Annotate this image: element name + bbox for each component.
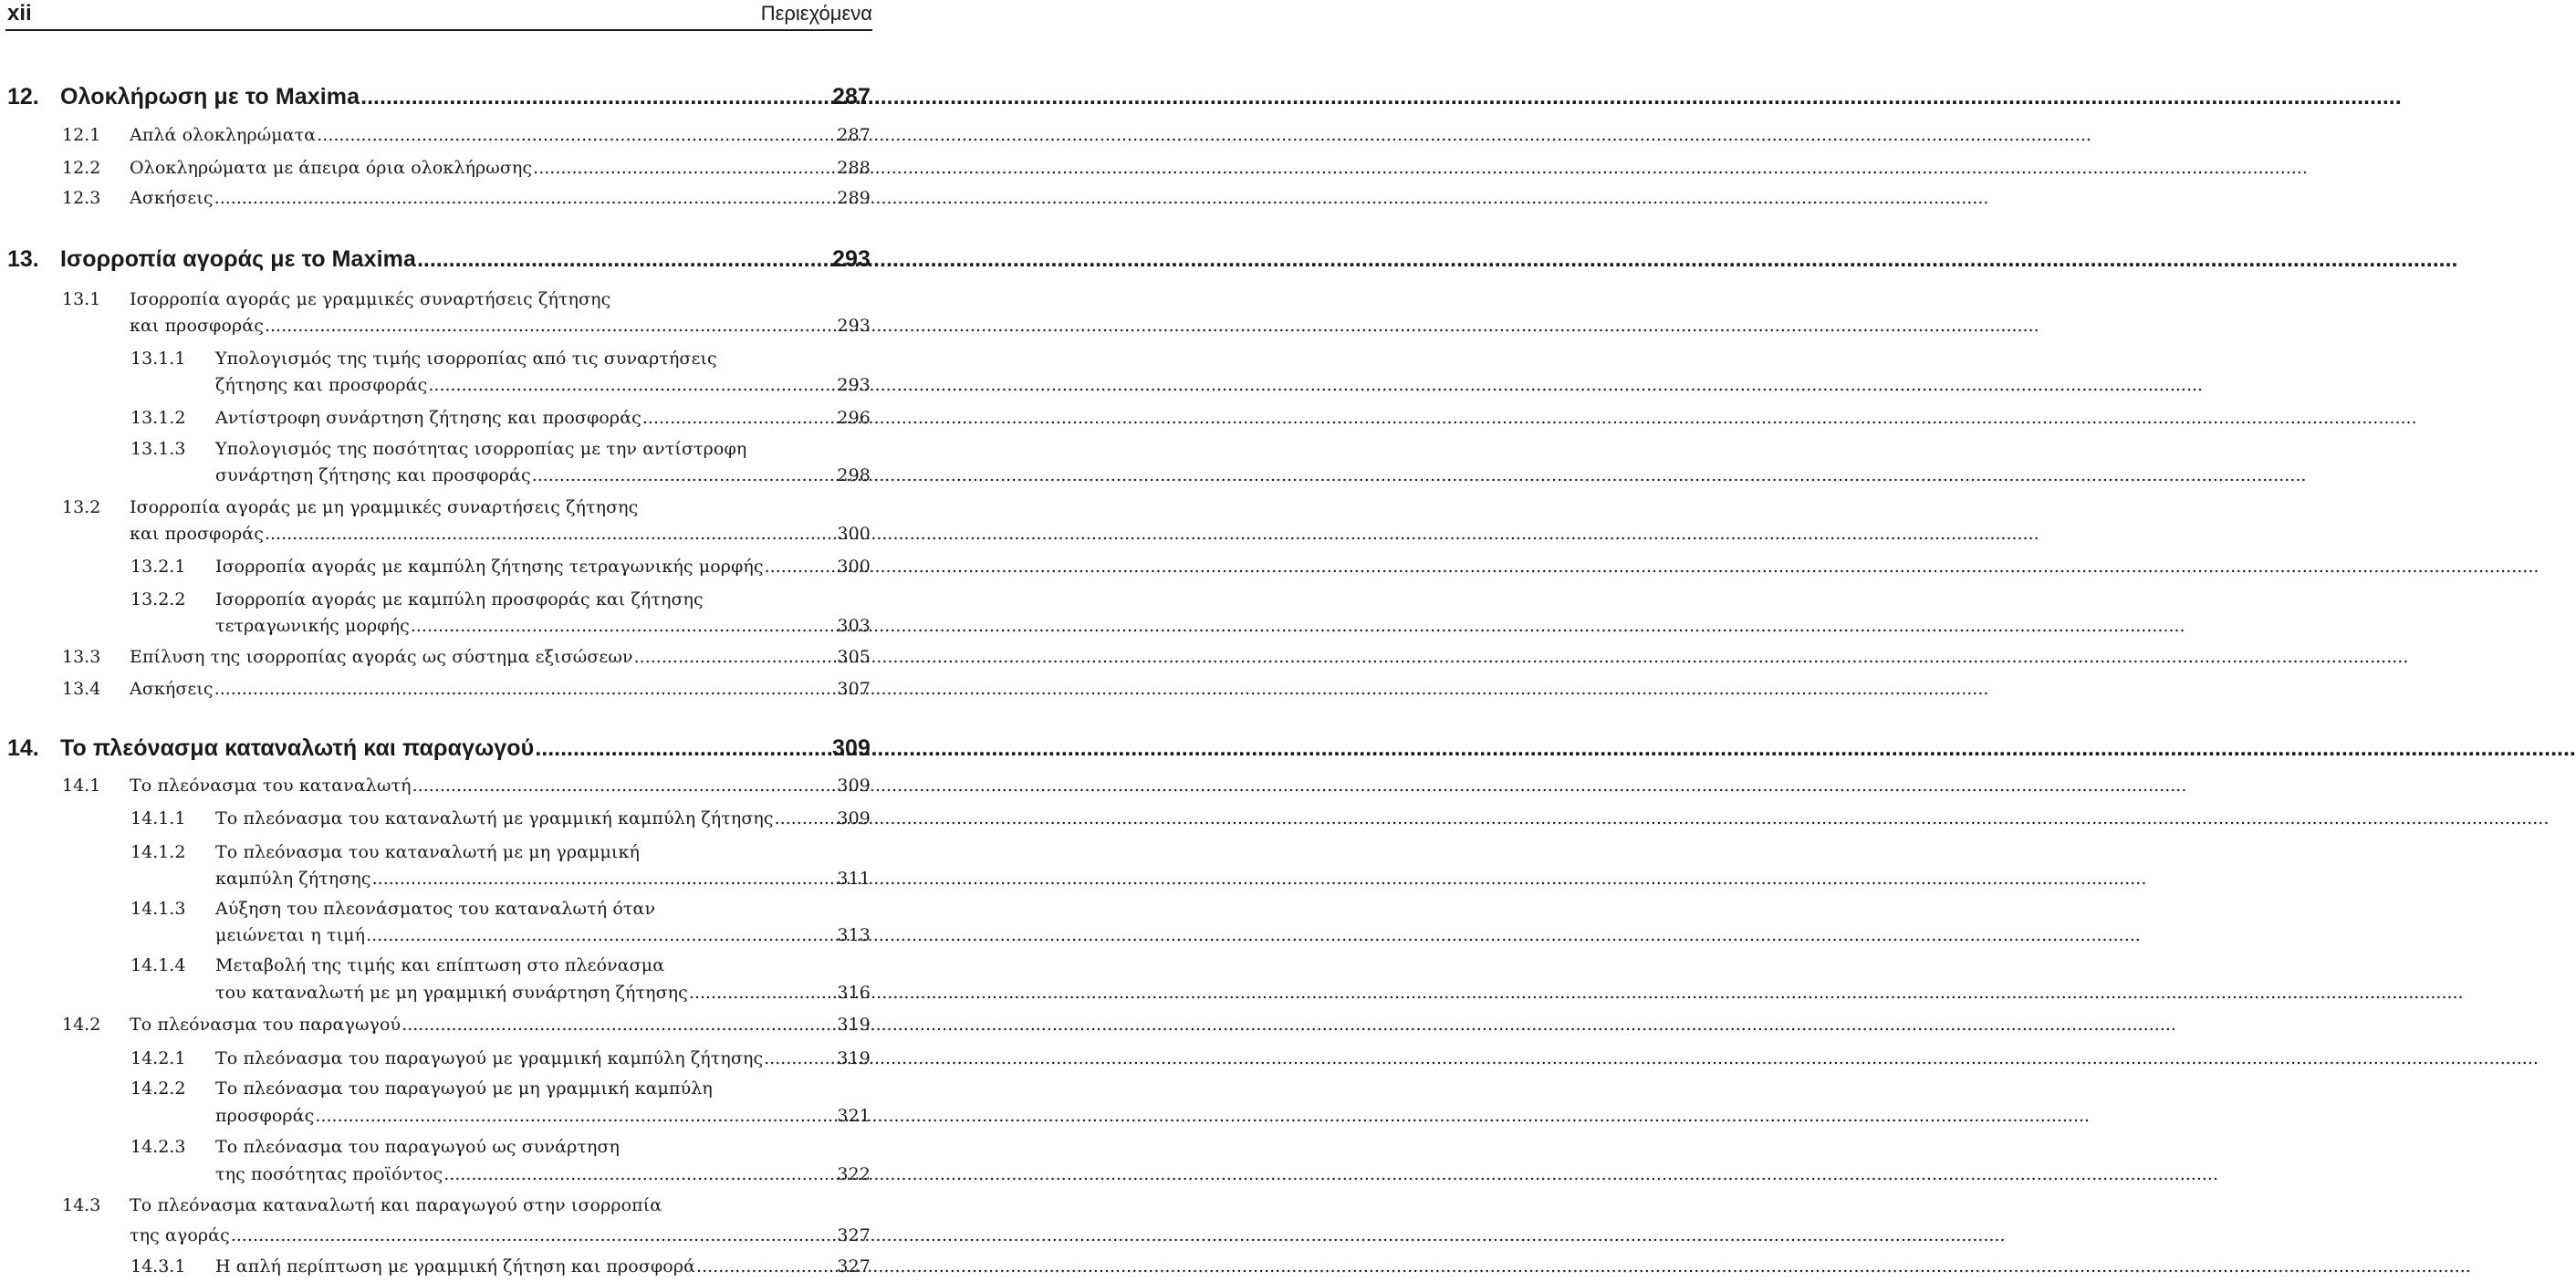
header-page-number: xii <box>7 1 32 26</box>
toc-title: Το πλεόνασμα του παραγωγού <box>130 1015 402 1035</box>
toc-title: ζήτησης και προσφοράς <box>215 375 428 395</box>
toc-number: 13.1.2 <box>130 408 186 428</box>
toc-title: Το πλεόνασμα του παραγωγού με γραμμική καμπύλη ζήτησης <box>215 1048 764 1068</box>
toc-title: της ποσότητας προϊόντος <box>215 1164 443 1184</box>
toc-number: 14.1.3 <box>130 899 186 919</box>
toc-leader-dots <box>360 82 831 111</box>
toc-entry[interactable] <box>130 120 871 150</box>
toc-leader-dots <box>533 153 836 182</box>
toc-page-number: 305 <box>837 647 871 667</box>
toc-title: Ολοκλήρωση με το Maxima <box>60 84 360 109</box>
toc-title: Το πλεόνασμα του παραγωγού ως συνάρτηση <box>215 1137 621 1157</box>
toc-page-number: 287 <box>837 125 871 145</box>
toc-entry[interactable] <box>130 311 871 340</box>
toc-entry[interactable] <box>130 153 871 182</box>
toc-page-number: 288 <box>837 158 871 178</box>
toc-number: 12.3 <box>62 188 101 208</box>
toc-entry[interactable] <box>130 771 871 800</box>
toc-leader-dots <box>634 642 837 672</box>
toc-entry[interactable] <box>130 519 871 548</box>
toc-leader-dots <box>315 1101 836 1130</box>
toc-leader-dots <box>642 403 837 432</box>
toc-title: Το πλεόνασμα του παραγωγού με μη γραμμική καμπύλη <box>215 1078 713 1099</box>
toc-title: Ασκήσεις <box>130 679 214 699</box>
toc-entry[interactable] <box>215 838 640 867</box>
toc-number: 14.2 <box>62 1015 101 1035</box>
toc-leader-dots <box>411 611 837 640</box>
toc-page-number: 293 <box>837 375 871 395</box>
toc-title: Η απλή περίπτωση με γραμμική ζήτηση και προσφορά <box>215 1256 696 1276</box>
toc-entry[interactable] <box>215 951 664 980</box>
toc-leader-dots <box>535 734 831 763</box>
toc-entry[interactable] <box>215 1074 713 1103</box>
toc-title: μειώνεται η τιμή <box>215 925 366 945</box>
toc-entry[interactable] <box>215 804 871 833</box>
toc-page-number: 327 <box>837 1256 871 1276</box>
toc-page-number: 309 <box>837 776 871 796</box>
toc-title: Το πλεόνασμα του καταναλωτή με μη γραμμική <box>215 842 640 862</box>
header-title: Περιεχόμενα <box>760 2 872 25</box>
toc-page-number: 296 <box>837 408 871 428</box>
toc-title: Υπολογισμός της τιμής ισορροπίας από τις συναρτήσεις <box>215 349 717 369</box>
toc-page-number: 293 <box>837 316 871 336</box>
toc-entry[interactable] <box>215 864 871 893</box>
toc-entry[interactable] <box>130 493 638 522</box>
toc-title: Ισορροπία αγοράς με γραμμικές συναρτήσεις ζήτησης <box>130 289 611 309</box>
toc-title: και προσφοράς <box>130 524 264 544</box>
toc-title: Ασκήσεις <box>130 188 214 208</box>
toc-leader-dots <box>231 1221 837 1250</box>
toc-number: 14.3.1 <box>130 1256 186 1276</box>
toc-title: Αύξηση του πλεονάσματος του καταναλωτή όταν <box>215 899 656 919</box>
toc-leader-dots <box>402 1010 836 1039</box>
toc-number: 14.2.2 <box>130 1078 186 1099</box>
toc-entry[interactable] <box>215 434 746 463</box>
toc-leader-dots <box>443 1160 836 1189</box>
toc-entry[interactable] <box>215 1160 871 1189</box>
toc-number: 14.3 <box>62 1195 101 1215</box>
toc-entry[interactable] <box>130 642 871 672</box>
toc-page-number: 309 <box>837 808 871 828</box>
toc-entry[interactable] <box>215 1132 620 1161</box>
table-of-contents <box>0 0 876 1278</box>
toc-number: 14.2.1 <box>130 1048 186 1068</box>
toc-leader-dots <box>689 978 837 1007</box>
toc-leader-dots <box>372 864 837 893</box>
toc-title: Ισορροπία αγοράς με καμπύλη προσφοράς και ζήτησης <box>215 589 704 609</box>
toc-title: Μεταβολή της τιμής και επίπτωση στο πλεόνασμα <box>215 955 665 975</box>
toc-title: καμπύλη ζήτησης <box>215 869 371 889</box>
toc-page-number: 287 <box>831 84 871 109</box>
toc-title: Απλά ολοκληρώματα <box>130 125 317 145</box>
toc-leader-dots <box>265 519 836 548</box>
toc-page-number: 309 <box>831 735 871 761</box>
toc-number: 13.3 <box>62 647 101 667</box>
toc-entry[interactable] <box>130 1221 871 1250</box>
toc-leader-dots <box>765 552 837 581</box>
toc-entry[interactable] <box>130 1191 662 1220</box>
toc-page-number: 311 <box>837 869 871 889</box>
toc-page-number: 322 <box>837 1164 871 1184</box>
toc-number: 13.2.2 <box>130 589 186 609</box>
toc-entry[interactable] <box>215 344 717 373</box>
toc-page-number: 319 <box>837 1048 871 1068</box>
toc-number: 14.1.4 <box>130 955 186 975</box>
toc-entry[interactable] <box>215 403 871 432</box>
toc-entry[interactable] <box>60 245 871 274</box>
toc-entry[interactable] <box>215 1252 871 1281</box>
toc-title: της αγοράς <box>130 1225 230 1245</box>
toc-entry[interactable] <box>60 82 871 111</box>
toc-leader-dots <box>764 1044 836 1073</box>
toc-number: 14.1.2 <box>130 842 186 862</box>
toc-title: και προσφοράς <box>130 316 264 336</box>
toc-page-number: 319 <box>837 1015 871 1035</box>
toc-leader-dots <box>775 804 837 833</box>
toc-leader-dots <box>696 1252 836 1281</box>
toc-leader-dots <box>317 120 836 150</box>
toc-page-number: 321 <box>837 1106 871 1126</box>
toc-number: 13.2 <box>62 497 101 517</box>
toc-leader-dots <box>412 771 837 800</box>
toc-title: Επίλυση της ισορροπίας αγοράς ως σύστημα εξισώσεων <box>130 647 633 667</box>
toc-number: 12. <box>7 84 39 109</box>
toc-entry[interactable] <box>215 611 871 640</box>
toc-entry[interactable] <box>215 585 704 614</box>
toc-leader-dots <box>417 245 831 274</box>
toc-leader-dots <box>366 921 836 950</box>
toc-entry[interactable] <box>130 183 871 213</box>
toc-page-number: 289 <box>837 188 871 208</box>
toc-page-number: 327 <box>837 1225 871 1245</box>
toc-number: 13.2.1 <box>130 557 186 577</box>
toc-page-number: 307 <box>837 679 871 699</box>
toc-page-number: 300 <box>837 557 871 577</box>
toc-number: 14.1.1 <box>130 808 186 828</box>
toc-entry[interactable] <box>60 734 871 763</box>
toc-entry[interactable] <box>215 1101 871 1130</box>
toc-entry[interactable] <box>215 370 871 400</box>
toc-entry[interactable] <box>130 674 871 703</box>
toc-number: 12.1 <box>62 125 101 145</box>
toc-page-number: 298 <box>837 465 871 485</box>
toc-title: συνάρτηση ζήτησης και προσφοράς <box>215 465 531 485</box>
toc-leader-dots <box>532 461 837 490</box>
toc-page-number: 303 <box>837 616 871 636</box>
toc-title: Υπολογισμός της ποσότητας ισορροπίας με την αντίστροφη <box>215 439 747 459</box>
toc-entry[interactable] <box>215 1044 871 1073</box>
toc-page-number: 293 <box>831 246 871 272</box>
toc-title: Το πλεόνασμα του καταναλωτή <box>130 776 412 796</box>
toc-leader-dots <box>265 311 836 340</box>
toc-number: 12.2 <box>62 158 101 178</box>
toc-title: τετραγωνικής μορφής <box>215 616 410 636</box>
toc-entry[interactable] <box>215 461 871 490</box>
toc-leader-dots <box>428 370 836 400</box>
toc-entry[interactable] <box>215 921 871 950</box>
toc-leader-dots <box>214 183 837 213</box>
toc-title: του καταναλωτή με μη γραμμική συνάρτηση ζήτησης <box>215 983 688 1003</box>
toc-number: 13.4 <box>62 679 101 699</box>
toc-number: 13.1 <box>62 289 101 309</box>
toc-entry[interactable] <box>215 552 871 581</box>
toc-number: 13.1.3 <box>130 439 186 459</box>
toc-page-number: 316 <box>837 983 871 1003</box>
toc-title: προσφοράς <box>215 1106 315 1126</box>
toc-entry[interactable] <box>130 1010 871 1039</box>
toc-number: 14.1 <box>62 776 101 796</box>
toc-entry[interactable] <box>215 978 871 1007</box>
toc-number: 14.2.3 <box>130 1137 186 1157</box>
toc-entry[interactable] <box>130 285 610 314</box>
toc-number: 13.1.1 <box>130 349 186 369</box>
toc-leader-dots <box>214 674 837 703</box>
toc-title: Ισορροπία αγοράς με μη γραμμικές συναρτήσεις ζήτησης <box>130 497 639 517</box>
toc-number: 14. <box>7 735 39 761</box>
toc-title: Το πλεόνασμα καταναλωτή και παραγωγού στην ισορροπία <box>130 1195 662 1215</box>
toc-page-number: 300 <box>837 524 871 544</box>
toc-title: Το πλεόνασμα του καταναλωτή με γραμμική καμπύλη ζήτησης <box>215 808 774 828</box>
toc-entry[interactable] <box>215 894 655 923</box>
toc-page-number: 313 <box>837 925 871 945</box>
toc-title: Αντίστροφη συνάρτηση ζήτησης και προσφοράς <box>215 408 641 428</box>
toc-title: Το πλεόνασμα καταναλωτή και παραγωγού <box>60 735 535 761</box>
toc-number: 13. <box>7 246 39 272</box>
toc-title: Ισορροπία αγοράς με το Maxima <box>60 246 416 272</box>
toc-title: Ολοκληρώματα με άπειρα όρια ολοκλήρωσης <box>130 158 533 178</box>
toc-title: Ισορροπία αγοράς με καμπύλη ζήτησης τετραγωνικής μορφής <box>215 557 764 577</box>
